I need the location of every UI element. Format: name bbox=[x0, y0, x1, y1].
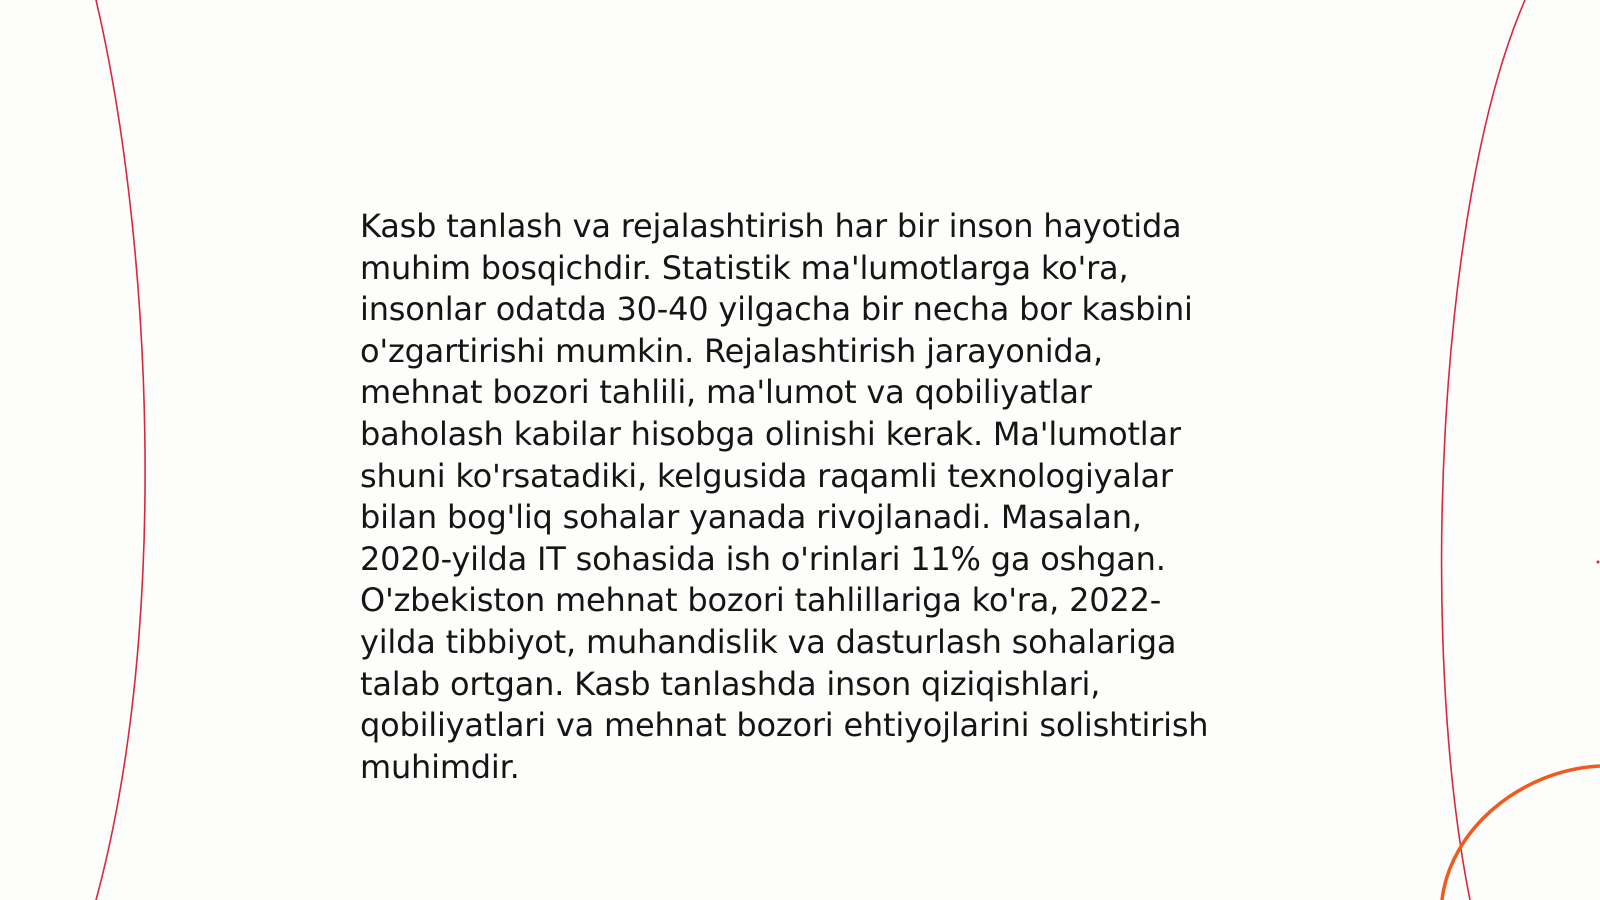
paragraph-line: muhimdir. bbox=[360, 747, 520, 786]
paragraph-line: shuni ko'rsatadiki, kelgusida raqamli texnologiyalar bbox=[360, 456, 1173, 495]
paragraph-line: insonlar odatda 30-40 yilgacha bir necha bor kasbini bbox=[360, 290, 1193, 329]
paragraph-line: Kasb tanlash va rejalashtirish har bir inson hayotida bbox=[360, 207, 1182, 245]
paragraph-line: O'zbekiston mehnat bozori tahlillariga ko'ra, 2022- bbox=[360, 581, 1162, 620]
paragraph-line: mehnat bozori tahlili, ma'lumot va qobiliyatlar bbox=[360, 373, 1092, 412]
left-decorative-curve bbox=[96, 0, 145, 900]
paragraph-line: talab ortgan. Kasb tanlashda inson qiziqishlari, bbox=[360, 664, 1101, 703]
body-paragraph bbox=[360, 206, 1240, 788]
paragraph-line: qobiliyatlari va mehnat bozori ehtiyojlarini solishtirish bbox=[360, 706, 1209, 745]
paragraph-line: yilda tibbiyot, muhandislik va dasturlash sohalariga bbox=[360, 622, 1177, 661]
paragraph-line: bilan bog'liq sohalar yanada rivojlanadi. Masalan, bbox=[360, 498, 1142, 537]
accent-dot bbox=[1597, 561, 1600, 564]
paragraph-line: baholash kabilar hisobga olinishi kerak. Ma'lumotlar bbox=[360, 414, 1181, 453]
paragraph-line: muhim bosqichdir. Statistik ma'lumotlarga ko'ra, bbox=[360, 248, 1129, 287]
right-decorative-curve bbox=[1442, 0, 1525, 900]
paragraph-line: 2020-yilda IT sohasida ish o'rinlari 11% ga oshgan. bbox=[360, 539, 1166, 578]
paragraph-line: o'zgartirishi mumkin. Rejalashtirish jarayonida, bbox=[360, 331, 1103, 370]
